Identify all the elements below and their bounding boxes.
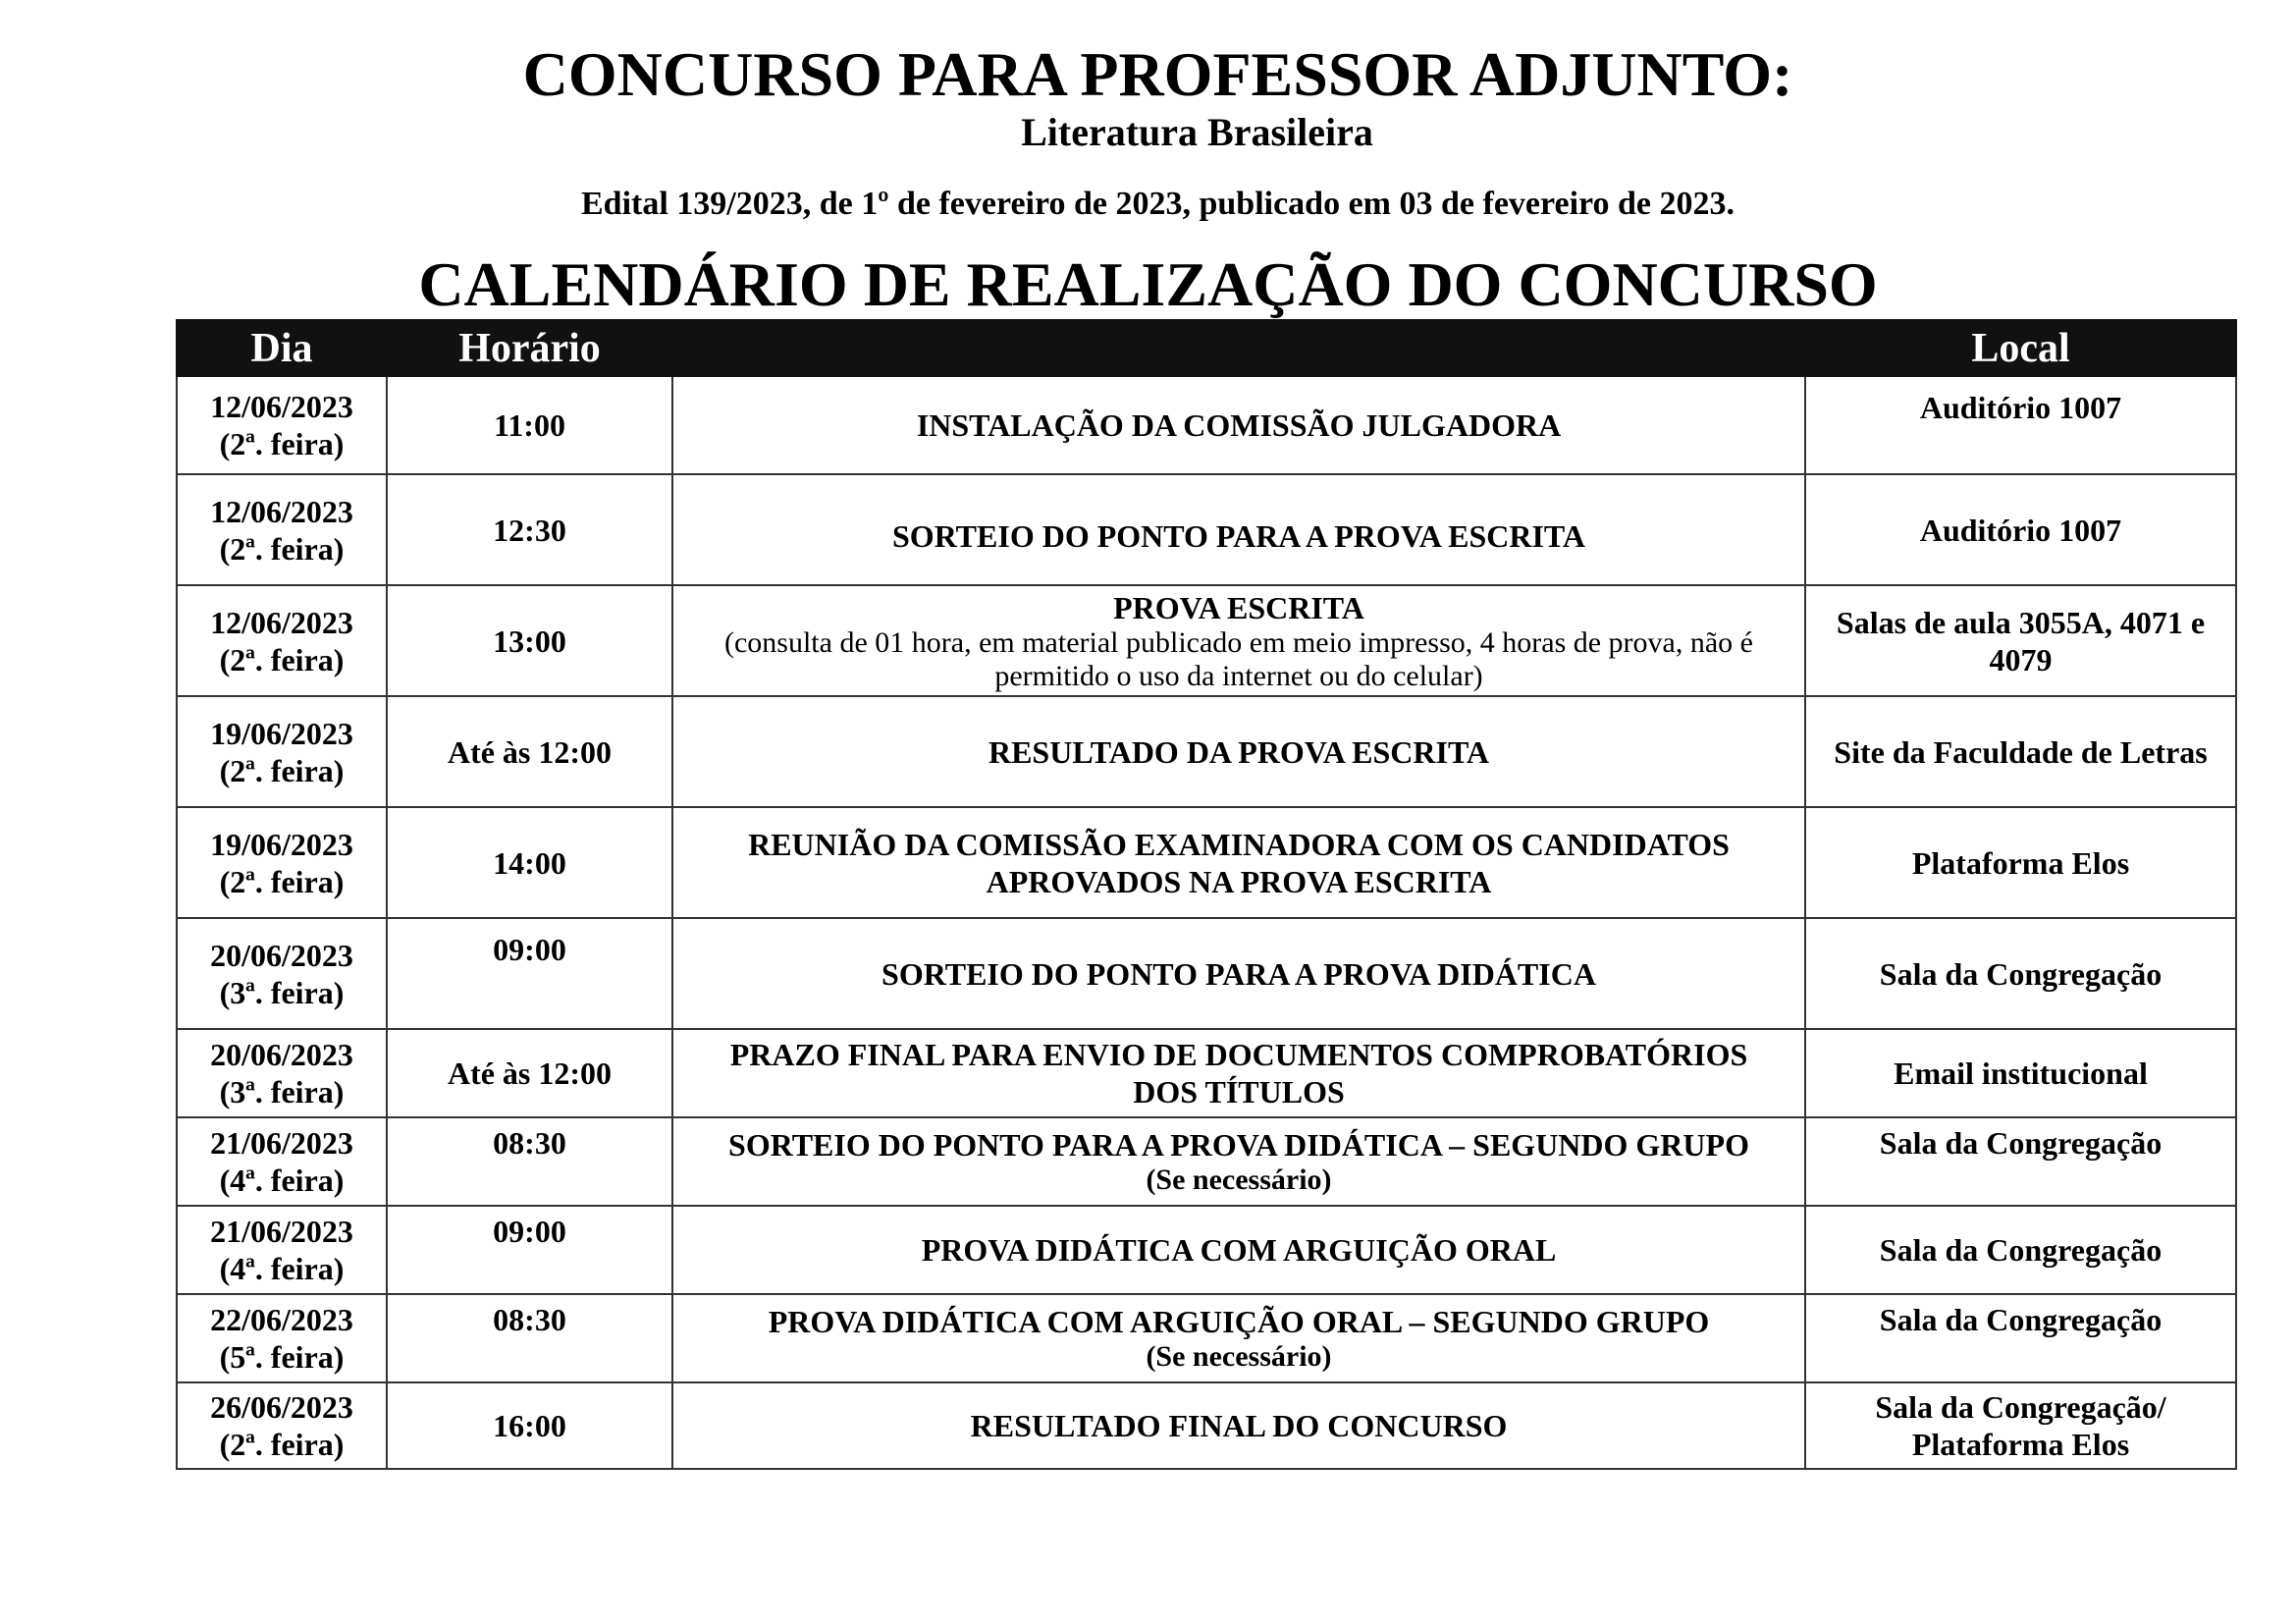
event-cell (672, 807, 1805, 918)
date: 21/06/2023 (210, 1214, 353, 1249)
document-subtitle: Literatura Brasileira (1021, 110, 1373, 154)
location-cell: Sala da Congregação (1805, 1294, 2236, 1382)
date-cell (177, 474, 387, 585)
weekday: (3ª. feira) (219, 1074, 345, 1110)
time-cell: Até às 12:00 (387, 696, 672, 807)
time-cell: 08:30 (387, 1117, 672, 1206)
weekday: (4ª. feira) (219, 1251, 345, 1286)
date: 20/06/2023 (210, 1037, 353, 1072)
table-row (177, 585, 2236, 696)
table-row (177, 1294, 2236, 1382)
date: 12/06/2023 (210, 493, 353, 529)
time-cell: 11:00 (387, 376, 672, 474)
event-cell (672, 474, 1805, 585)
edital-line: Edital 139/2023, de 1º de fevereiro de 2023, publicado em 03 de fevereiro de 2023. (581, 186, 1735, 222)
table-row (177, 807, 2236, 918)
location-cell: Sala da Congregação (1805, 1206, 2236, 1294)
document-title: CONCURSO PARA PROFESSOR ADJUNTO: (522, 39, 1793, 109)
event-cell (672, 1029, 1805, 1117)
date-cell (177, 1294, 387, 1382)
event-title-continued: DOS TÍTULOS (1133, 1074, 1345, 1110)
date: 22/06/2023 (210, 1302, 353, 1337)
event-title: RESULTADO FINAL DO CONCURSO (970, 1408, 1508, 1443)
date: 19/06/2023 (210, 715, 353, 751)
column-header-horario: Horário (387, 320, 672, 376)
event-note: (Se necessário) (1146, 1164, 1332, 1196)
event-cell (672, 1117, 1805, 1206)
date: 12/06/2023 (210, 604, 353, 640)
event-cell (672, 1382, 1805, 1469)
weekday: (4ª. feira) (219, 1163, 345, 1198)
weekday: (2ª. feira) (219, 426, 345, 461)
weekday: (2ª. feira) (219, 863, 345, 899)
time-cell: 14:00 (387, 807, 672, 918)
location-cell: Site da Faculdade de Letras (1805, 696, 2236, 807)
table-row (177, 1206, 2236, 1294)
event-cell (672, 585, 1805, 696)
schedule-table (176, 319, 2237, 1470)
event-title: PROVA DIDÁTICA COM ARGUIÇÃO ORAL – SEGUNDO GRUPO (768, 1304, 1710, 1339)
weekday: (5ª. feira) (219, 1339, 345, 1375)
event-title: SORTEIO DO PONTO PARA A PROVA DIDÁTICA (881, 955, 1596, 992)
time-cell: 16:00 (387, 1382, 672, 1469)
time-cell: Até às 12:00 (387, 1029, 672, 1117)
date: 20/06/2023 (210, 937, 353, 973)
event-note: (consulta de 01 hora, em material publicado em meio impresso, 4 horas de prova, não é permitido o uso da internet ou do celular) (723, 625, 1753, 692)
table-row (177, 918, 2236, 1029)
location-cell: Email institucional (1805, 1029, 2236, 1117)
table-row (177, 376, 2236, 474)
location-cell: Auditório 1007 (1805, 376, 2236, 474)
event-cell (672, 696, 1805, 807)
column-header-local: Local (1805, 320, 2236, 376)
location-cell: Plataforma Elos (1805, 807, 2236, 918)
date: 12/06/2023 (210, 389, 353, 424)
time-cell: 09:00 (387, 1206, 672, 1294)
event-title: PROVA ESCRITA (1113, 589, 1364, 625)
event-cell (672, 1206, 1805, 1294)
date: 26/06/2023 (210, 1389, 353, 1425)
event-title: PROVA DIDÁTICA COM ARGUIÇÃO ORAL (921, 1232, 1557, 1268)
time-cell: 09:00 (387, 918, 672, 1029)
table-row (177, 1029, 2236, 1117)
event-title: RESULTADO DA PROVA ESCRITA (988, 733, 1490, 770)
location-cell: Auditório 1007 (1805, 474, 2236, 585)
date-cell (177, 1206, 387, 1294)
table-row (177, 1382, 2236, 1469)
event-title: PRAZO FINAL PARA ENVIO DE DOCUMENTOS COMPROBATÓRIOS (729, 1037, 1748, 1072)
date-cell (177, 376, 387, 474)
date-cell (177, 918, 387, 1029)
weekday: (3ª. feira) (219, 974, 345, 1010)
time-cell: 12:30 (387, 474, 672, 585)
location-cell: Sala da Congregação (1805, 1117, 2236, 1206)
calendar-heading: CALENDÁRIO DE REALIZAÇÃO DO CONCURSO (418, 249, 1878, 319)
event-title: INSTALAÇÃO DA COMISSÃO JULGADORA (916, 407, 1562, 443)
date-cell (177, 1029, 387, 1117)
date-cell (177, 807, 387, 918)
location-cell: Sala da Congregação (1805, 918, 2236, 1029)
event-title: SORTEIO DO PONTO PARA A PROVA ESCRITA (892, 517, 1585, 554)
location-cell: Sala da Congregação/ Plataforma Elos (1805, 1382, 2236, 1469)
date-cell (177, 1117, 387, 1206)
table-row (177, 696, 2236, 807)
column-header-dia: Dia (177, 320, 387, 376)
event-note: (Se necessário) (1146, 1340, 1332, 1373)
event-cell (672, 918, 1805, 1029)
weekday: (2ª. feira) (219, 1427, 345, 1462)
date-cell (177, 585, 387, 696)
event-title: REUNIÃO DA COMISSÃO EXAMINADORA COM OS CANDIDATOS (748, 826, 1730, 862)
date-cell (177, 1382, 387, 1469)
time-cell: 13:00 (387, 585, 672, 696)
location-cell: Salas de aula 3055A, 4071 e 4079 (1805, 585, 2236, 696)
weekday: (2ª. feira) (219, 530, 345, 567)
weekday: (2ª. feira) (219, 752, 345, 788)
column-header-evento (672, 320, 1805, 376)
date: 21/06/2023 (210, 1125, 353, 1161)
event-cell (672, 376, 1805, 474)
event-cell (672, 1294, 1805, 1382)
table-row (177, 474, 2236, 585)
weekday: (2ª. feira) (219, 641, 345, 677)
table-row (177, 1117, 2236, 1206)
date-cell (177, 696, 387, 807)
event-title-continued: APROVADOS NA PROVA ESCRITA (986, 863, 1492, 899)
time-cell: 08:30 (387, 1294, 672, 1382)
table-header-row (177, 320, 2236, 376)
event-title: SORTEIO DO PONTO PARA A PROVA DIDÁTICA – SEGUNDO GRUPO (728, 1127, 1749, 1163)
date: 19/06/2023 (210, 826, 353, 862)
